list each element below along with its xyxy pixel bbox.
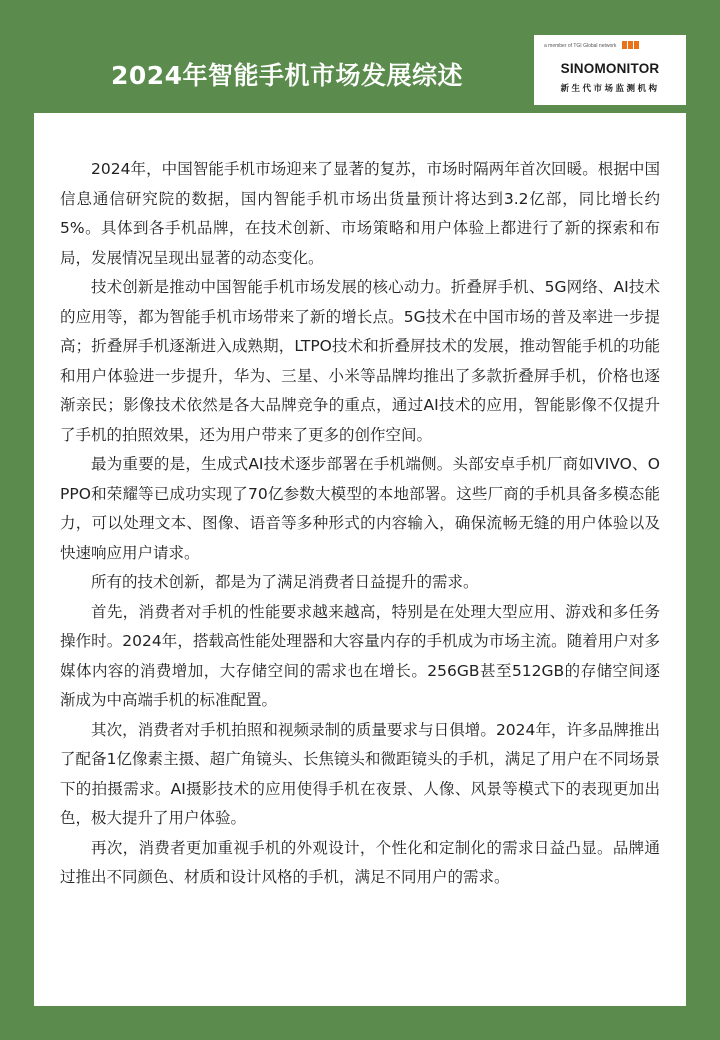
logo-brand: SINOMONITOR bbox=[560, 61, 660, 76]
paragraph: 2024年，中国智能手机市场迎来了显著的复苏，市场时隔两年首次回暖。根据中国信息通信研究院的数据，国内智能手机市场出货量预计将达到3.2亿部，同比增长约5%。具体到各手机品牌，在技术创新、市场策略和用户体验上都进行了新的探索和布局，发展情况呈现出显著的动态变化。 bbox=[60, 160, 660, 267]
paragraph: 首先，消费者对手机的性能要求越来越高，特别是在处理大型应用、游戏和多任务操作时。2024年，搭载高性能处理器和大容量内存的手机成为市场主流。随着用户对多媒体内容的消费增加，大存储空间的需求也在增长。256GB甚至512GB的存储空间逐渐成为中高端手机的标准配置。 bbox=[60, 602, 660, 709]
logo-chinese-name: 新生代市场监测机构 bbox=[560, 84, 660, 94]
paragraph: 技术创新是推动中国智能手机市场发展的核心动力。折叠屏手机、5G网络、AI技术的应用等，都为智能手机市场带来了新的增长点。5G技术在中国市场的普及率进一步提高；折叠屏手机逐渐进入成熟期，LTPO技术和折叠屏技术的发展，推动智能手机的功能和用户体验进一步提升，华为、三星、小米等品牌均推出了多款折叠屏手机，价格也逐渐亲民；影像技术依然是各大品牌竞争的重点，通过AI技术的应用，智能影像不仅提升了手机的拍照效果，还为用户带来了更多的创作空间。 bbox=[60, 278, 660, 444]
paragraph: 再次，消费者更加重视手机的外观设计，个性化和定制化的需求日益凸显。品牌通过推出不同颜色、材质和设计风格的手机，满足不同用户的需求。 bbox=[60, 838, 660, 886]
paragraph: 最为重要的是，生成式AI技术逐步部署在手机端侧。头部安卓手机厂商如VIVO、OPPO和荣耀等已成功实现了70亿参数大模型的本地部署。这些厂商的手机具备多模态能力，可以处理文本、图像、语音等多种形式的内容输入，确保流畅无缝的用户体验以及快速响应用户请求。 bbox=[60, 455, 660, 562]
tgi-mark-icon bbox=[622, 41, 642, 49]
paragraph: 所有的技术创新，都是为了满足消费者日益提升的需求。 bbox=[91, 573, 479, 591]
article-body bbox=[60, 155, 660, 893]
sinomonitor-logo bbox=[534, 35, 686, 105]
paragraph: 其次，消费者对手机拍照和视频录制的质量要求与日俱增。2024年，许多品牌推出了配备1亿像素主摄、超广角镜头、长焦镜头和微距镜头的手机，满足了用户在不同场景下的拍摄需求。AI摄影技术的应用使得手机在夜景、人像、风景等模式下的表现更加出色，极大提升了用户体验。 bbox=[60, 720, 660, 827]
page-title: 2024年智能手机市场发展综述 bbox=[110, 61, 464, 90]
logo-tagline: a member of TGI Global network bbox=[544, 43, 617, 49]
